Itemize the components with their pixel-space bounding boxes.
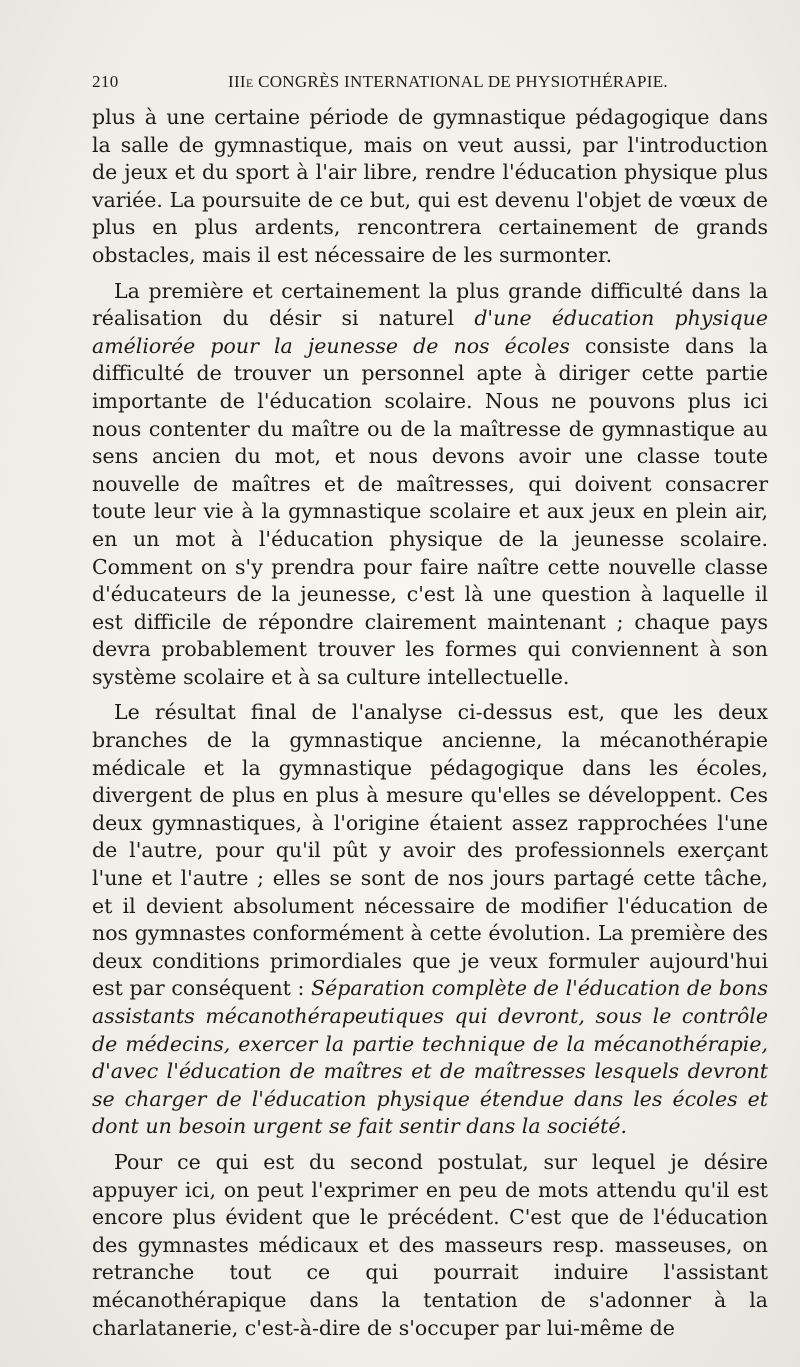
paragraph — [92, 104, 768, 270]
text-run: Pour ce qui est du second postulat, sur lequel je désire appuyer ici, on peut l'exprimer en peu de mots attendu qu'il est encore plus évident que le précédent. C'est que de l'éducation des gymnastes médicaux et des masseurs resp. masseuses, on retranche tout ce qui pourrait induire l'assistant mécanothérapique dans la tentation de s'adonner à la charlatanerie, c'est-à-dire de s'occuper par lui-même de — [92, 1149, 768, 1340]
running-title: IIIe CONGRÈS INTERNATIONAL DE PHYSIOTHÉRAPIE. — [228, 72, 668, 91]
text-run: consiste dans la difficulté de trouver un personnel apte à diriger cette partie importante de l'éducation scolaire. Nous ne pouvons plus ici nous contenter du maître ou de la maîtresse de gymnastique au sens ancien du mot, et nous devons avoir une classe toute nouvelle de maîtres et de maîtresses, qui doivent consacrer toute leur vie à la gymnastique scolaire et aux jeux en plein air, en un mot à l'éducation physique de la jeunesse scolaire. Comment on s'y prendra pour faire naître cette nouvelle classe d'éducateurs de la jeunesse, c'est là une question à laquelle il est difficile de répondre clairement maintenant ; chaque pays devra probablement trouver les formes qui conviennent à son système scolaire et à sa culture intellectuelle. — [92, 333, 769, 689]
paragraph — [92, 1149, 768, 1342]
paragraph — [92, 699, 768, 1141]
body-text — [92, 104, 768, 1350]
running-head — [92, 72, 768, 98]
italic-run: d'une éducation physique améliorée pour la jeunesse de nos écoles — [92, 306, 768, 358]
page-number: 210 — [92, 72, 119, 91]
paragraph — [92, 278, 768, 692]
text-run: La première et certainement la plus grande difficulté dans la réalisation du désir si naturel — [92, 278, 768, 331]
text-run: plus à une certaine période de gymnastique pédagogique dans la salle de gymnastique, mais on veut aussi, par l'introduction de jeux et du sport à l'air libre, rendre l'éducation physique plus variée. La poursuite de ce but, qui est devenu l'objet de vœux de plus en plus ardents, rencontrera certainement de grands obstacles, mais il est nécessaire de les surmonter. — [92, 105, 768, 267]
text-run: Le résultat final de l'analyse ci-dessus est, que les deux branches de la gymnastique ancienne, la mécanothérapie médicale et la gymnastique pédagogique dans les écoles, divergent de plus en plus à mesure qu'elles se développent. Ces deux gymnastiques, à l'origine étaient assez rapprochées l'une de l'autre, pour qu'il pût y avoir des professionnels exerçant l'une et l'autre ; elles se sont de nos jours partagé cette tâche, et il devient absolument nécessaire de modifier l'éducation de nos gymnastes conformément à cette évolution. La première des deux conditions primordiales que je veux formuler aujourd'hui est par conséquent : — [92, 700, 768, 1001]
italic-run: Séparation complète de l'éducation de bons assistants mécanothérapeutiques qui devront, sous le contrôle de médecins, exercer la partie technique de la mécanothérapie, d'avec l'éducation de maîtres et de maîtresses lesquels devront se charger de l'éducation physique étendue dans les écoles et dont un besoin urgent se fait sentir dans la société. — [92, 976, 768, 1139]
